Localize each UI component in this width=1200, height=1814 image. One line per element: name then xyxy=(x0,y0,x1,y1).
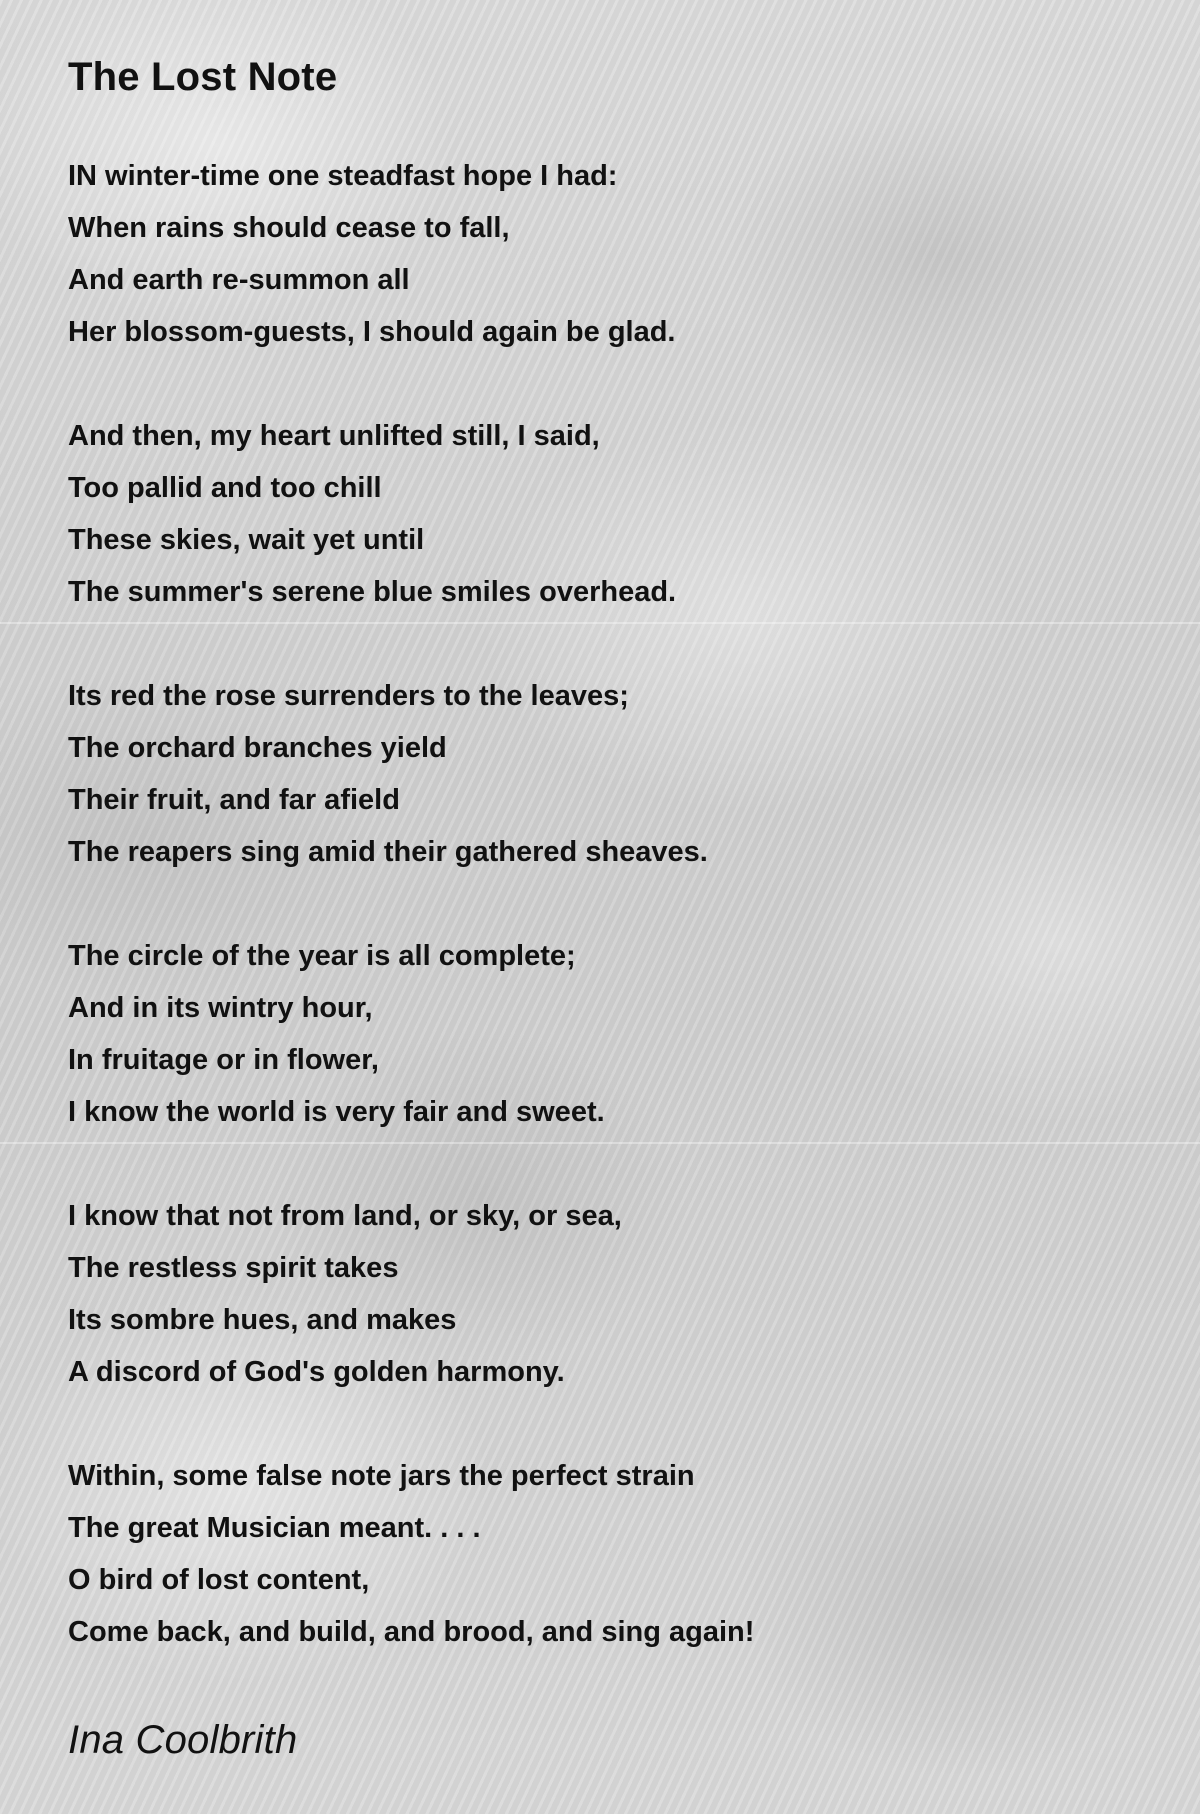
poem-line: IN winter-time one steadfast hope I had: xyxy=(68,160,618,192)
poem-line: And then, my heart unlifted still, I said, xyxy=(68,420,600,452)
poem-line: And in its wintry hour, xyxy=(68,992,373,1024)
stanza-1 xyxy=(68,150,1148,358)
stanza-5 xyxy=(68,1190,1148,1398)
poem-line: These skies, wait yet until xyxy=(68,524,425,556)
poem-line: Too pallid and too chill xyxy=(68,472,382,504)
stanza-3 xyxy=(68,670,1148,878)
poem-line: O bird of lost content, xyxy=(68,1564,370,1596)
poem-title: The Lost Note xyxy=(68,55,338,99)
poem-line: Within, some false note jars the perfect strain xyxy=(68,1460,695,1492)
poem-line: Come back, and build, and brood, and sing again! xyxy=(68,1616,755,1648)
stanza-2 xyxy=(68,410,1148,618)
poem-line: Her blossom-guests, I should again be glad. xyxy=(68,316,676,348)
poem-line: I know the world is very fair and sweet. xyxy=(68,1096,605,1128)
poem-line: The circle of the year is all complete; xyxy=(68,940,576,972)
stanza-4 xyxy=(68,930,1148,1138)
poem-line: I know that not from land, or sky, or sea, xyxy=(68,1200,622,1232)
poem-line: Their fruit, and far afield xyxy=(68,784,400,816)
poem-line: The reapers sing amid their gathered sheaves. xyxy=(68,836,708,868)
poem-line: Its sombre hues, and makes xyxy=(68,1304,457,1336)
poem-line: The summer's serene blue smiles overhead. xyxy=(68,576,677,608)
poem-line: The orchard branches yield xyxy=(68,732,447,764)
poem-line: The great Musician meant. . . . xyxy=(68,1512,481,1544)
poem-line: In fruitage or in flower, xyxy=(68,1044,379,1076)
poem-line: Its red the rose surrenders to the leaves; xyxy=(68,680,629,712)
poem-line: And earth re-summon all xyxy=(68,264,410,296)
poem-author: Ina Coolbrith xyxy=(68,1718,298,1762)
poem-line: When rains should cease to fall, xyxy=(68,212,510,244)
stanza-6 xyxy=(68,1450,1148,1658)
poem-card xyxy=(68,44,1148,1770)
poem-line: The restless spirit takes xyxy=(68,1252,399,1284)
poem-line: A discord of God's golden harmony. xyxy=(68,1356,565,1388)
